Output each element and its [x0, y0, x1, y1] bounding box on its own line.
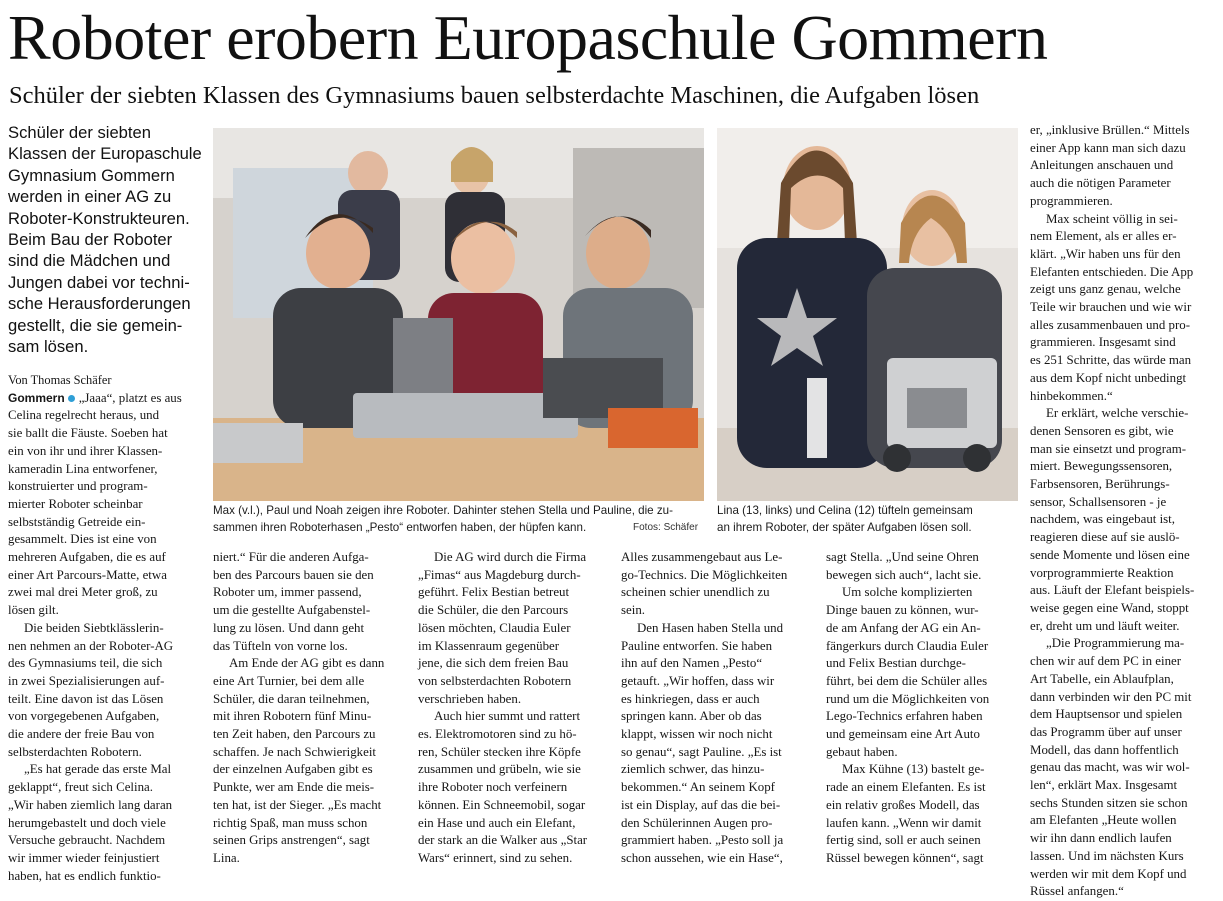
text-line: „Die Programmierung ma-	[1046, 636, 1185, 651]
text-line: ihre Roboter noch verfeinern	[418, 780, 568, 795]
text-line: Modell, das dann hoffentlich	[1030, 742, 1179, 757]
text-line: jene, die sich dem freien Bau	[418, 656, 569, 671]
text-line: verschrieben haben.	[418, 691, 522, 706]
text-line: chen wir auf dem PC in einer	[1030, 654, 1182, 669]
byline: Von Thomas Schäfer	[8, 373, 112, 387]
article-column-6	[1030, 122, 1221, 901]
text-line: Die AG wird durch die Firma	[434, 550, 587, 564]
text-line: aus dem Kopf nicht unbedingt	[1030, 370, 1187, 385]
text-line: auch die nötigen Parameter	[1030, 176, 1171, 191]
photo-credit: Fotos: Schäfer	[633, 522, 699, 533]
text-line: und Felix Bestian durchge-	[826, 656, 966, 671]
text-line: das Programm über auf unser	[1030, 724, 1182, 739]
text-line: die Schüler, die den Parcours	[418, 603, 569, 618]
text-line: es. Elektromotoren sind zu hö-	[418, 727, 577, 742]
text-line: zwei mal drei Meter groß, zu	[8, 585, 158, 600]
teaser-line: Gymnasium Gommern	[8, 165, 175, 185]
photo-illustration	[213, 128, 704, 501]
text-line: ten Zeit haben, den Parcours zu	[213, 727, 376, 742]
text-line: gesammelt. Dies ist eine von	[8, 532, 157, 547]
text-line: nem Element, als er alles er-	[1030, 229, 1177, 244]
text-line: klärt. „Wir haben uns für den	[1030, 246, 1181, 261]
text-line: man sie einsetzt und program-	[1030, 441, 1187, 456]
text-line: nachdem, was eingebaut ist,	[1030, 512, 1175, 527]
text-line: laufen kann. „Wenn wir damit	[826, 815, 982, 830]
text-line: um die gestellte Aufgabenstel-	[213, 603, 371, 618]
text-line: Farbsensoren, Berührungs-	[1030, 477, 1170, 492]
text-line: Lina.	[213, 850, 240, 865]
text-line: Art Tabelle, ein Ablaufplan,	[1030, 671, 1174, 686]
text-line: len“, erklärt Max. Insgesamt	[1030, 778, 1178, 793]
text-line: ten hat, ist der Sieger. „Es macht	[213, 797, 382, 812]
text-line: go-Technics. Die Möglichkeiten	[621, 567, 788, 582]
text-line: Dinge bauen zu können, wur-	[826, 603, 979, 618]
text-line: sie ballt die Fäuste. Soeben hat	[8, 426, 168, 441]
text-line: einer App kann man sich dazu	[1030, 140, 1186, 155]
teaser-line: Beim Bau der Roboter	[8, 230, 173, 250]
text-line: Am Ende der AG gibt es dann	[229, 656, 385, 671]
text-line: programmieren.	[1030, 193, 1113, 208]
text-line: rund um die Möglichkeiten von	[826, 691, 990, 706]
text-line: einer Art Parcours-Matte, etwa	[8, 567, 167, 582]
text-line: werden wir mit dem Kopf und	[1030, 866, 1187, 881]
text-line: seinen Grips anstrengen“, sagt	[213, 833, 370, 848]
text-line: grammiert haben. „Pesto soll ja	[621, 833, 784, 848]
text-line: selbsterdachten Robotern.	[8, 744, 142, 759]
text-line: können. Ein Schneemobil, sogar	[418, 797, 586, 812]
text-line: fertig sind, soll er auch seinen	[826, 833, 981, 848]
text-line: von selbsterdachten Robotern	[418, 673, 572, 688]
text-line: sechs Stunden sitzen sie schon	[1030, 795, 1188, 810]
text-line: das Tüfteln von vorne los.	[213, 638, 348, 653]
article-column-5	[826, 549, 1018, 868]
article-column-4	[621, 549, 813, 868]
photo1-caption-line: sammen ihren Roboterhasen „Pesto“ entworfen haben, der hüpfen kann.	[213, 521, 587, 534]
text-line: richtig Spaß, man muss schon	[213, 815, 368, 830]
text-line: Anleitungen anschauen und	[1030, 158, 1174, 173]
photo-illustration	[717, 128, 1018, 501]
text-line: führt, bei dem die Schüler alles	[826, 673, 988, 688]
text-line: bekommen.“ An seinem Kopf	[621, 780, 775, 795]
text-line: Die beiden Siebtklässlerin-	[24, 620, 164, 635]
article-column-3	[418, 549, 610, 868]
text-line: denen Sensoren es gibt, wie	[1030, 423, 1174, 438]
text-line: konstruierter und program-	[8, 479, 148, 494]
text-line: er, dreht um und läuft weiter.	[1030, 618, 1180, 633]
text-line: der einzelnen Aufgaben gibt es	[213, 762, 373, 777]
text-line: scheinen schier unendlich zu	[621, 585, 770, 600]
text-line: geklappt“, freut sich Celina.	[8, 780, 153, 795]
article-column-1	[8, 372, 201, 885]
text-line: ein relativ großes Modell, das	[826, 797, 980, 812]
text-line: Um solche komplizierten	[842, 585, 973, 600]
text-line: grammieren. Insgesamt sind	[1030, 335, 1176, 350]
text-line: nen nehmen an der Roboter-AG	[8, 638, 174, 653]
text-line: zeigt uns ganz genau, welche	[1030, 282, 1181, 297]
text-line: ist ein Display, auf das die bei-	[621, 797, 781, 812]
text-line: de am Anfang der AG ein An-	[826, 620, 981, 635]
teaser-line: Jungen dabei vor techni-	[8, 272, 190, 292]
text-line: den Schülerinnen Augen pro-	[621, 815, 773, 830]
teaser-line: Roboter-Konstrukteuren.	[8, 208, 190, 228]
text-line: Rüssel anfangen.“	[1030, 884, 1124, 899]
text-line: niert.“ Für die anderen Aufga-	[213, 550, 369, 564]
text-line: sensor, Schallsensoren - je	[1030, 494, 1167, 509]
text-line: lösen gilt.	[8, 603, 59, 618]
dateline: Gommern	[8, 390, 65, 405]
text-line: Auch hier summt und rattert	[434, 709, 581, 724]
text-line: am Elefanten „Heute wollen	[1030, 813, 1177, 828]
text-line: Wars“ erinnert, sind zu sehen.	[418, 850, 573, 865]
teaser-line: Klassen der Europaschule	[8, 144, 202, 164]
text-line: dem Hauptsensor und spielen	[1030, 707, 1183, 722]
text-line: „Wir haben ziemlich lang daran	[8, 797, 173, 812]
text-line: schon aussehen, wie ein Hase“,	[621, 850, 783, 865]
text-line: des Gymnasiums teil, die sich	[8, 656, 163, 671]
text-line: in zwei Spezialisierungen auf-	[8, 673, 165, 688]
text-line: Schüler, die daran teilnehmen,	[213, 691, 370, 706]
text-line: es 251 Schritte, das würde man	[1030, 353, 1192, 368]
teaser-line: sam lösen.	[8, 337, 89, 357]
text-line: mit ihren Robotern fünf Minu-	[213, 709, 372, 724]
text-line: von vorgegebenen Aufgaben,	[8, 709, 160, 724]
text-line: Versuche gebraucht. Nachdem	[8, 833, 166, 848]
text-line: alles zusammenbauen und pro-	[1030, 317, 1191, 332]
dateline-dot-icon	[68, 395, 75, 402]
text-line: kameradin Lina entworfener,	[8, 461, 158, 476]
subheadline: Schüler der siebten Klassen des Gymnasiums bauen selbsterdachte Maschinen, die Aufgaben lösen	[9, 82, 980, 109]
text-line: ihn auf den Namen „Pesto“	[621, 656, 763, 671]
text-line: so genau“, sagt Pauline. „Es ist	[621, 744, 782, 759]
text-line: lassen. Und im nächsten Kurs	[1030, 848, 1184, 863]
text-line: Lego-Technics erfahren haben	[826, 709, 983, 724]
text-line: fängerkurs durch Claudia Euler	[826, 638, 989, 653]
text-line: Max Kühne (13) bastelt ge-	[842, 762, 985, 777]
text-line: aus. Läuft der Elefant beispiels-	[1030, 583, 1195, 598]
text-line: rade an einem Elefanten. Es ist	[826, 780, 986, 795]
text-line: die andere der freie Bau von	[8, 727, 155, 742]
text-line: „Fimas“ aus Magdeburg durch-	[418, 567, 581, 582]
text-line: ein Hase und auch ein Elefant,	[418, 815, 576, 830]
text-line: Pauline entworfen. Sie haben	[621, 638, 773, 653]
text-line: ziemlich schwer, das hinzu-	[621, 762, 765, 777]
text-line: Teile wir brauchen und wie wir	[1030, 300, 1192, 315]
text-line: schaffen. Je nach Schwierigkeit	[213, 744, 376, 759]
text-line: es hinkriegen, dass er auch	[621, 691, 760, 706]
teaser-line: sind die Mädchen und	[8, 251, 171, 271]
text-line: eine Art Turnier, bei dem alle	[213, 673, 365, 688]
photo1-caption-line: Max (v.l.), Paul und Noah zeigen ihre Roboter. Dahinter stehen Stella und Pauline, die zu-	[213, 504, 673, 517]
teaser-line: gestellt, die sie gemein-	[8, 315, 183, 335]
text-line: geführt. Felix Bestian betreut	[418, 585, 570, 600]
text-line: vorprogrammierte Reaktion	[1030, 565, 1174, 580]
text-line: Roboter um, immer passend,	[213, 585, 362, 600]
text-line: Max scheint völlig in sei-	[1046, 211, 1178, 226]
text-line: und gemeinsam eine Art Auto	[826, 727, 980, 742]
text-line: getauft. „Wir hoffen, dass wir	[621, 673, 775, 688]
photo-girls-robot	[717, 128, 1018, 501]
text-line: sagt Stella. „Und seine Ohren	[826, 550, 979, 564]
text-line: lösen möchten, Claudia Euler	[418, 620, 571, 635]
text-line: hinbekommen.“	[1030, 388, 1113, 403]
text-line: der stark an die Walker aus „Star	[418, 833, 588, 848]
text-line: Celina regelrecht heraus, und	[8, 408, 160, 423]
text-line: teilt. Eine davon ist das Lösen	[8, 691, 164, 706]
text-line: wir ihn dann endlich laufen	[1030, 831, 1172, 846]
headline: Roboter erobern Europaschule Gommern	[8, 2, 1048, 73]
text-line: dann verbinden wir den PC mit	[1030, 689, 1192, 704]
text-line: weise gegen eine Wand, stoppt	[1030, 600, 1189, 615]
text-line: ben des Parcours bauen sie den	[213, 567, 374, 582]
photo2-caption-line: an ihrem Roboter, der später Aufgaben lösen soll.	[717, 521, 972, 534]
text-line: lung zu lösen. Und dann geht	[213, 620, 365, 635]
text-line: gebaut haben.	[826, 744, 898, 759]
teaser-line: Schüler der siebten	[8, 123, 151, 142]
text-line: ein von ihr und ihrer Klassen-	[8, 443, 163, 458]
text-line: „Es hat gerade das erste Mal	[24, 762, 172, 777]
text-line: Gommern „Jaaa“, platzt es aus	[8, 390, 182, 405]
text-line: springen kann. Aber ob das	[621, 709, 762, 724]
text-line: selbstständig Getreide ein-	[8, 514, 146, 529]
text-line: genau das macht, was wir wol-	[1030, 760, 1190, 775]
text-line: mehreren Aufgaben, die es auf	[8, 550, 166, 565]
text-line: wir immer wieder feinjustiert	[8, 850, 160, 865]
photo-students-robots	[213, 128, 704, 501]
teaser-line: sche Herausforderungen	[8, 294, 191, 314]
text-line: ren, Schüler stecken ihre Köpfe	[418, 744, 581, 759]
text-line: mierter Roboter scheinbar	[8, 496, 143, 511]
text-line: miert. Bewegungssensoren,	[1030, 459, 1173, 474]
text-line: herumgebastelt und doch viele	[8, 815, 166, 830]
text-line: Den Hasen haben Stella und	[637, 620, 784, 635]
photo2-caption-line: Lina (13, links) und Celina (12) tüfteln gemeinsam	[717, 504, 973, 517]
text-line: sein.	[621, 603, 645, 618]
text-line: er, „inklusive Brüllen.“ Mittels	[1030, 123, 1190, 137]
text-line: Rüssel bewegen können“, sagt	[826, 850, 984, 865]
text-line: Alles zusammengebaut aus Le-	[621, 550, 783, 564]
text-line: klappt, wissen wir noch nicht	[621, 727, 773, 742]
text-line: Elefanten entschieden. Die App	[1030, 264, 1194, 279]
teaser-line: werden in einer AG zu	[8, 187, 172, 207]
text-line: sende Momente und lösen eine	[1030, 547, 1190, 562]
text-line: reagieren diese auf sie auslö-	[1030, 530, 1180, 545]
text-line: haben, hat es endlich funktio-	[8, 868, 161, 883]
text-line: im Klassenraum gegenüber	[418, 638, 560, 653]
article-column-2	[213, 549, 404, 868]
teaser-intro	[8, 122, 204, 357]
text-line: Er erklärt, welche verschie-	[1046, 406, 1189, 421]
text-line: bewegen sich auch“, lacht sie.	[826, 567, 982, 582]
text-line: Punkte, wer am Ende die meis-	[213, 780, 375, 795]
text-line: zusammen und grübeln, wie sie	[418, 762, 581, 777]
